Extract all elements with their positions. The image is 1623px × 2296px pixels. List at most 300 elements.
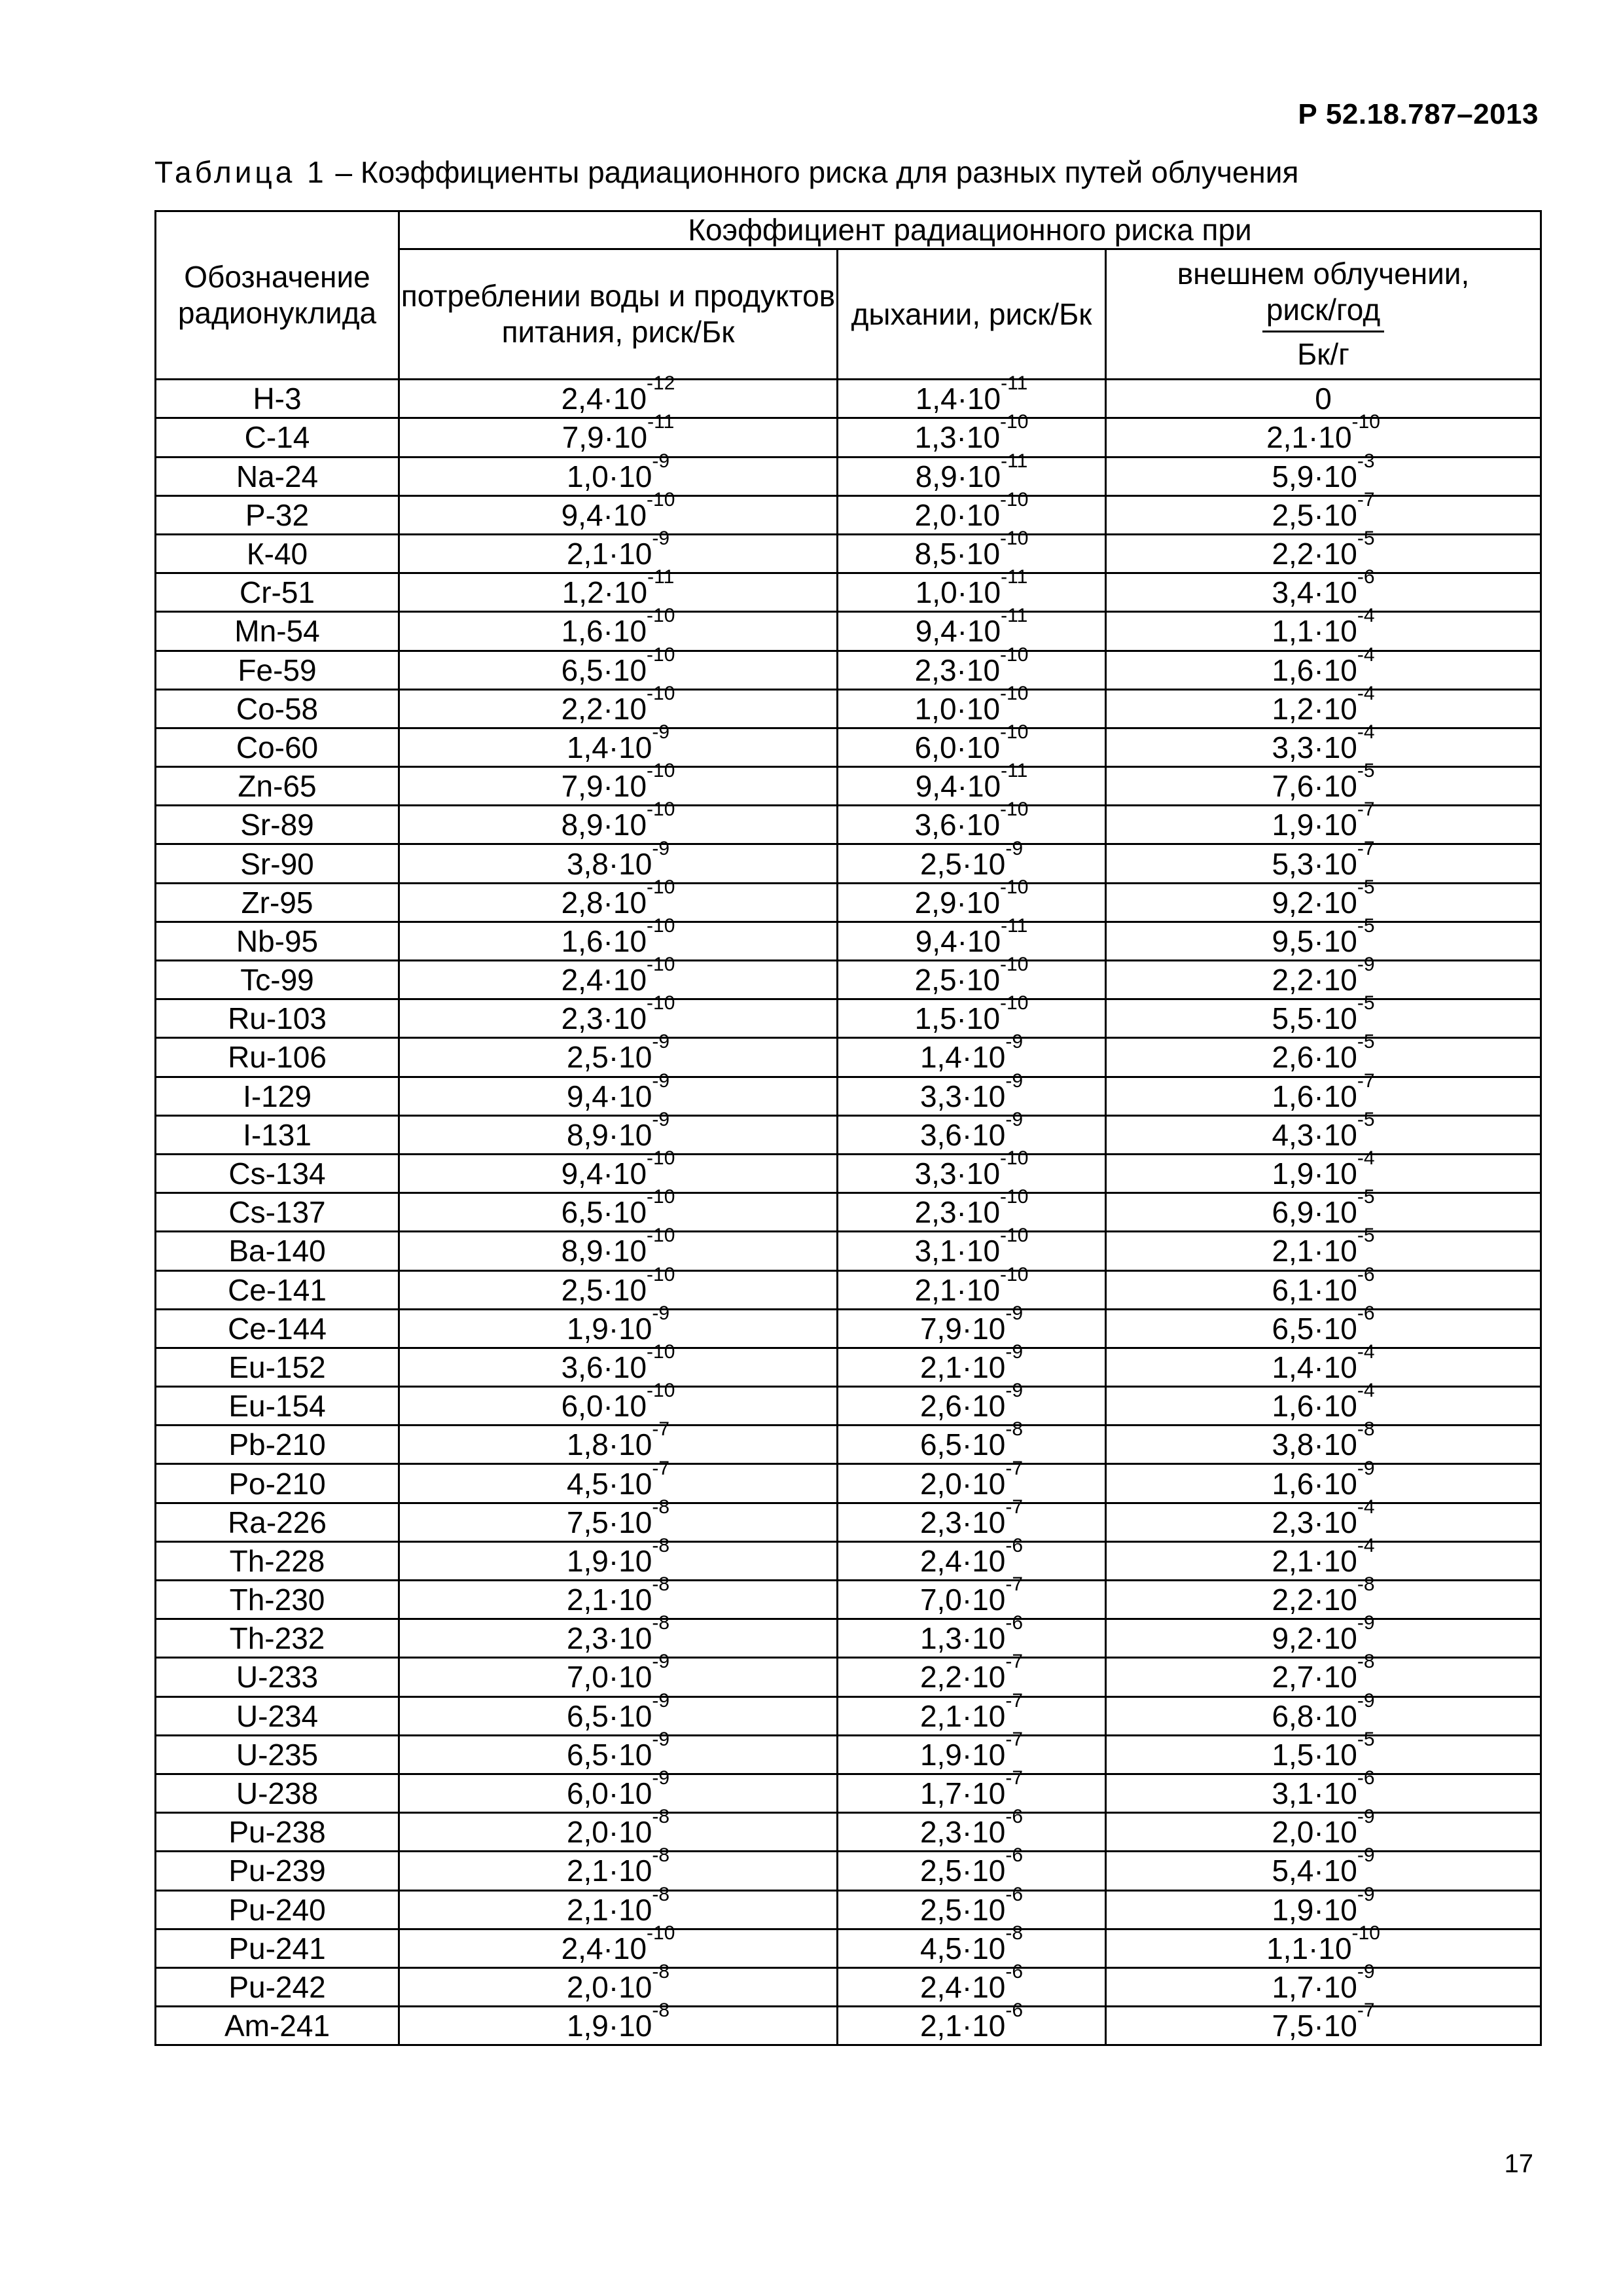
table-row <box>156 1464 1541 1503</box>
table-row <box>156 1852 1541 1890</box>
cell-external <box>1106 450 1541 495</box>
coefficient-mantissa: 2,7·10 <box>1272 1660 1357 1695</box>
cell-external <box>1106 1612 1541 1658</box>
cell-inhalation <box>838 1418 1106 1464</box>
cell-nuclide: Po-210 <box>156 1464 399 1503</box>
coefficient-mantissa: 1,3·10 <box>919 1621 1006 1656</box>
coefficient-mantissa: 7,6·10 <box>1272 769 1357 804</box>
cell-ingestion <box>399 1767 838 1812</box>
coefficient-mantissa: 5,5·10 <box>1272 1001 1357 1036</box>
coefficient-exponent: -10 <box>647 954 675 976</box>
cell-inhalation <box>838 798 1106 844</box>
cell-ingestion <box>399 1031 838 1077</box>
coefficient-exponent: -10 <box>647 1922 675 1944</box>
table-row <box>156 767 1541 806</box>
coefficient-exponent: -8 <box>1357 1573 1375 1596</box>
cell-nuclide: Eu-154 <box>156 1387 399 1426</box>
coefficient-mantissa: 1,6·10 <box>1272 1389 1357 1424</box>
cell-ingestion <box>399 1651 838 1696</box>
cell-inhalation <box>838 1108 1106 1154</box>
cell-external <box>1106 1689 1541 1735</box>
coefficient-exponent: -8 <box>652 1496 670 1518</box>
coefficient-mantissa: 2,4·10 <box>561 1931 647 1965</box>
cell-nuclide: Ru-103 <box>156 999 399 1038</box>
coefficient-exponent: -5 <box>1357 1225 1375 1247</box>
coefficient-exponent: -5 <box>1357 1031 1375 1053</box>
coefficient-mantissa: 2,0·10 <box>914 497 1001 532</box>
coefficient-mantissa: 2,5·10 <box>919 1892 1006 1927</box>
cell-inhalation <box>838 528 1106 573</box>
cell-external <box>1106 1960 1541 2006</box>
cell-external <box>1106 566 1541 612</box>
coefficient-mantissa: 1,0·10 <box>566 459 652 493</box>
cell-ingestion <box>399 1457 838 1503</box>
coefficient-mantissa: 7,0·10 <box>566 1660 652 1695</box>
coefficient-exponent: -10 <box>1000 954 1029 976</box>
cell-inhalation <box>838 372 1106 418</box>
coefficient-exponent: -8 <box>652 1844 670 1867</box>
cell-nuclide: U-234 <box>156 1696 399 1735</box>
table-row <box>156 1503 1541 1541</box>
risk-coefficients-table <box>154 210 1542 2046</box>
coefficient-exponent: -10 <box>647 1186 675 1208</box>
coefficient-mantissa: 4,3·10 <box>1272 1117 1357 1152</box>
coefficient-mantissa: 9,2·10 <box>1272 1621 1357 1656</box>
coefficient-exponent: -10 <box>647 643 675 666</box>
coefficient-mantissa: 7,5·10 <box>566 1505 652 1539</box>
coefficient-exponent: -6 <box>1005 1612 1024 1634</box>
cell-ingestion <box>399 914 838 960</box>
cell-nuclide: Pu-242 <box>156 1967 399 2006</box>
table-row <box>156 2007 1541 2045</box>
coefficient-mantissa: 8,9·10 <box>566 1117 652 1152</box>
coefficient-exponent: -9 <box>652 1728 670 1750</box>
table-row <box>156 1193 1541 1232</box>
cell-ingestion <box>399 643 838 689</box>
cell-ingestion <box>399 837 838 883</box>
cell-nuclide: Pu-240 <box>156 1890 399 1929</box>
cell-nuclide: Th-230 <box>156 1581 399 1619</box>
coefficient-exponent: -10 <box>1000 721 1029 743</box>
coefficient-exponent: -6 <box>1005 2000 1024 2022</box>
coefficient-mantissa: 4,5·10 <box>919 1931 1006 1965</box>
coefficient-exponent: -7 <box>1357 488 1375 511</box>
coefficient-mantissa: 2,1·10 <box>914 1272 1001 1307</box>
coefficient-exponent: -9 <box>1005 1302 1024 1324</box>
cell-inhalation <box>838 1767 1106 1812</box>
table-row <box>156 1658 1541 1696</box>
coefficient-mantissa: 8,9·10 <box>915 459 1001 493</box>
coefficient-mantissa: 8,5·10 <box>914 537 1001 571</box>
coefficient-exponent: -6 <box>1005 1844 1024 1867</box>
coefficient-mantissa: 2,0·10 <box>1272 1815 1357 1850</box>
cell-nuclide: Tc-99 <box>156 961 399 999</box>
coefficient-exponent: -7 <box>1357 798 1375 821</box>
coefficient-mantissa: 1,8·10 <box>566 1427 652 1462</box>
table-row <box>156 1348 1541 1386</box>
coefficient-exponent: -10 <box>1351 411 1380 433</box>
cell-inhalation <box>838 1069 1106 1115</box>
coefficient-exponent: -10 <box>1000 643 1029 666</box>
coefficient-exponent: -10 <box>1000 488 1029 511</box>
coefficient-exponent: -11 <box>1001 450 1028 472</box>
coefficient-exponent: -12 <box>647 372 675 395</box>
cell-external <box>1106 914 1541 960</box>
cell-ingestion <box>399 1883 838 1929</box>
cell-inhalation <box>838 2000 1106 2045</box>
coefficient-mantissa: 7,0·10 <box>919 1583 1006 1617</box>
coefficient-exponent: -9 <box>1357 1689 1375 1712</box>
coefficient-mantissa: 2,3·10 <box>914 653 1001 687</box>
cell-external <box>1106 643 1541 689</box>
coefficient-exponent: -5 <box>1357 1728 1375 1750</box>
caption-label: Таблица 1 <box>154 155 327 189</box>
cell-ingestion <box>399 1612 838 1658</box>
coefficient-mantissa: 4,5·10 <box>566 1466 652 1501</box>
coefficient-mantissa: 1,5·10 <box>1272 1737 1357 1772</box>
coefficient-exponent: -11 <box>647 566 675 588</box>
cell-external <box>1106 2000 1541 2045</box>
coefficient-mantissa: 1,9·10 <box>1272 1892 1357 1927</box>
coefficient-mantissa: 5,4·10 <box>1272 1854 1357 1888</box>
table-row <box>156 689 1541 728</box>
cell-ingestion <box>399 1418 838 1464</box>
table-row <box>156 1426 1541 1464</box>
coefficient-mantissa: 2,6·10 <box>1272 1040 1357 1075</box>
coefficient-mantissa: 2,6·10 <box>919 1389 1006 1424</box>
coefficient-exponent: -5 <box>1357 876 1375 898</box>
table-row <box>156 573 1541 612</box>
coefficient-mantissa: 1,4·10 <box>566 730 652 764</box>
cell-external <box>1106 954 1541 999</box>
cell-nuclide: U-235 <box>156 1735 399 1774</box>
cell-inhalation <box>838 1225 1106 1270</box>
coefficient-mantissa: 1,2·10 <box>562 575 648 610</box>
cell-external <box>1106 1108 1541 1154</box>
cell-nuclide: Co-60 <box>156 728 399 766</box>
cell-external <box>1106 380 1541 418</box>
cell-external <box>1106 1496 1541 1541</box>
cell-external <box>1106 1069 1541 1115</box>
cell-ingestion <box>399 1340 838 1386</box>
coefficient-exponent: -9 <box>1005 1031 1024 1053</box>
coefficient-mantissa: 2,3·10 <box>919 1505 1006 1539</box>
cell-inhalation <box>838 876 1106 922</box>
coefficient-exponent: -10 <box>1000 528 1029 550</box>
cell-ingestion <box>399 954 838 999</box>
cell-external <box>1106 1767 1541 1812</box>
coefficient-exponent: -10 <box>1000 992 1029 1014</box>
cell-nuclide: Na-24 <box>156 457 399 495</box>
coefficient-exponent: -7 <box>1005 1651 1024 1673</box>
cell-inhalation <box>838 488 1106 534</box>
coefficient-exponent: -9 <box>1357 1457 1375 1479</box>
coefficient-mantissa: 3,1·10 <box>1272 1776 1357 1811</box>
coefficient-mantissa: 1,9·10 <box>566 1543 652 1578</box>
cell-external <box>1106 1806 1541 1852</box>
coefficient-mantissa: 2,4·10 <box>561 963 647 997</box>
cell-ingestion <box>399 760 838 806</box>
coefficient-exponent: -7 <box>1005 1457 1024 1479</box>
cell-inhalation <box>838 1302 1106 1348</box>
coefficient-exponent: -9 <box>1005 1340 1024 1363</box>
cell-inhalation <box>838 1147 1106 1193</box>
coefficient-exponent: -10 <box>647 488 675 511</box>
cell-ingestion <box>399 1728 838 1774</box>
coefficient-mantissa: 6,5·10 <box>561 653 647 687</box>
coefficient-mantissa: 2,2·10 <box>1272 537 1357 571</box>
cell-nuclide: I-129 <box>156 1077 399 1115</box>
coefficient-exponent: -4 <box>1357 1147 1375 1170</box>
coefficient-exponent: -4 <box>1357 605 1375 627</box>
cell-inhalation <box>838 450 1106 495</box>
cell-external <box>1106 876 1541 922</box>
table-row <box>156 844 1541 883</box>
table-row <box>156 418 1541 457</box>
coefficient-mantissa: 2,9·10 <box>914 885 1001 920</box>
coefficient-mantissa: 0 <box>1315 382 1332 416</box>
cell-nuclide: Th-228 <box>156 1541 399 1580</box>
coefficient-exponent: -8 <box>652 1883 670 1905</box>
header-ingestion: потреблении воды и продуктов питания, риск/Бк <box>399 249 838 380</box>
coefficient-mantissa: 2,1·10 <box>566 1854 652 1888</box>
coefficient-exponent: -8 <box>652 2000 670 2022</box>
coefficient-exponent: -6 <box>1357 566 1375 588</box>
coefficient-mantissa: 2,3·10 <box>566 1621 652 1656</box>
cell-nuclide: Ra-226 <box>156 1503 399 1541</box>
cell-external <box>1106 1573 1541 1619</box>
coefficient-exponent: -4 <box>1357 643 1375 666</box>
cell-inhalation <box>838 1031 1106 1077</box>
table-row <box>156 922 1541 960</box>
cell-nuclide: Pu-238 <box>156 1813 399 1852</box>
cell-external <box>1106 488 1541 534</box>
coefficient-exponent: -9 <box>652 1069 670 1092</box>
cell-inhalation <box>838 1960 1106 2006</box>
coefficient-mantissa: 3,6·10 <box>919 1117 1006 1152</box>
coefficient-exponent: -7 <box>1005 1728 1024 1750</box>
table-caption <box>154 154 1298 190</box>
coefficient-exponent: -10 <box>1000 411 1029 433</box>
header-inhalation: дыхании, риск/Бк <box>838 249 1106 380</box>
table-body <box>156 372 1541 2045</box>
coefficient-exponent: -4 <box>1357 1380 1375 1402</box>
coefficient-mantissa: 9,4·10 <box>561 1157 647 1191</box>
cell-nuclide: Co-58 <box>156 689 399 728</box>
coefficient-mantissa: 2,4·10 <box>561 382 647 416</box>
table-row <box>156 534 1541 573</box>
cell-external <box>1106 1922 1541 1967</box>
cell-external <box>1106 682 1541 728</box>
coefficient-mantissa: 2,2·10 <box>1272 1583 1357 1617</box>
coefficient-exponent: -6 <box>1005 1806 1024 1828</box>
coefficient-exponent: -8 <box>652 1534 670 1556</box>
coefficient-mantissa: 1,9·10 <box>566 1311 652 1346</box>
coefficient-exponent: -8 <box>652 1612 670 1634</box>
coefficient-exponent: -7 <box>1357 1069 1375 1092</box>
coefficient-exponent: -10 <box>1351 1922 1380 1944</box>
coefficient-mantissa: 6,5·10 <box>919 1427 1006 1462</box>
table-row <box>156 1115 1541 1154</box>
coefficient-exponent: -5 <box>1357 914 1375 937</box>
cell-nuclide: К-40 <box>156 534 399 573</box>
coefficient-mantissa: 1,9·10 <box>919 1737 1006 1772</box>
coefficient-exponent: -9 <box>652 1108 670 1130</box>
cell-nuclide: U-233 <box>156 1658 399 1696</box>
coefficient-mantissa: 6,5·10 <box>566 1737 652 1772</box>
coefficient-exponent: -5 <box>1357 528 1375 550</box>
cell-inhalation <box>838 914 1106 960</box>
coefficient-mantissa: 6,0·10 <box>914 730 1001 764</box>
coefficient-mantissa: 1,6·10 <box>1272 653 1357 687</box>
cell-external <box>1106 760 1541 806</box>
header-nuclide: Обозначение радионуклида <box>156 211 399 380</box>
cell-inhalation <box>838 1844 1106 1890</box>
cell-nuclide: Eu-152 <box>156 1348 399 1386</box>
table-row <box>156 1581 1541 1619</box>
coefficient-exponent: -9 <box>1357 1960 1375 1982</box>
coefficient-mantissa: 3,1·10 <box>914 1234 1001 1268</box>
cell-ingestion <box>399 1534 838 1580</box>
coefficient-mantissa: 6,5·10 <box>1272 1311 1357 1346</box>
coefficient-mantissa: 2,3·10 <box>561 1001 647 1036</box>
coefficient-exponent: -8 <box>652 1960 670 1982</box>
table-row <box>156 457 1541 495</box>
cell-ingestion <box>399 876 838 922</box>
coefficient-exponent: -9 <box>1005 1380 1024 1402</box>
coefficient-mantissa: 2,3·10 <box>1272 1505 1357 1539</box>
coefficient-exponent: -8 <box>1357 1418 1375 1441</box>
cell-inhalation <box>838 643 1106 689</box>
caption-dash: – <box>327 155 361 189</box>
coefficient-exponent: -10 <box>647 1225 675 1247</box>
coefficient-exponent: -10 <box>647 1263 675 1285</box>
coefficient-mantissa: 2,1·10 <box>919 2009 1006 2043</box>
cell-inhalation <box>838 1534 1106 1580</box>
coefficient-mantissa: 2,0·10 <box>566 1815 652 1850</box>
coefficient-mantissa: 1,6·10 <box>1272 1079 1357 1113</box>
coefficient-mantissa: 8,9·10 <box>561 1234 647 1268</box>
coefficient-exponent: -9 <box>1357 1883 1375 1905</box>
coefficient-exponent: -4 <box>1357 1340 1375 1363</box>
coefficient-mantissa: 2,2·10 <box>919 1660 1006 1695</box>
coefficient-exponent: -9 <box>1357 1612 1375 1634</box>
coefficient-exponent: -11 <box>647 411 675 433</box>
coefficient-exponent: -6 <box>1005 1883 1024 1905</box>
coefficient-exponent: -11 <box>1001 605 1028 627</box>
coefficient-exponent: -7 <box>652 1418 670 1441</box>
coefficient-exponent: -9 <box>1357 954 1375 976</box>
coefficient-mantissa: 7,9·10 <box>919 1311 1006 1346</box>
coefficient-exponent: -10 <box>647 1340 675 1363</box>
table-row <box>156 1270 1541 1309</box>
coefficient-exponent: -10 <box>1000 876 1029 898</box>
coefficient-mantissa: 2,2·10 <box>1272 963 1357 997</box>
cell-external <box>1106 1031 1541 1077</box>
coefficient-exponent: -10 <box>1000 1263 1029 1285</box>
table-row <box>156 1696 1541 1735</box>
cell-inhalation <box>838 1263 1106 1309</box>
coefficient-mantissa: 9,4·10 <box>566 1079 652 1113</box>
coefficient-mantissa: 9,4·10 <box>915 614 1001 649</box>
coefficient-mantissa: 1,7·10 <box>1272 1969 1357 2004</box>
cell-inhalation <box>838 721 1106 766</box>
coefficient-exponent: -10 <box>647 760 675 782</box>
cell-ingestion <box>399 1573 838 1619</box>
cell-ingestion <box>399 682 838 728</box>
cell-external <box>1106 411 1541 457</box>
coefficient-exponent: -9 <box>652 1302 670 1324</box>
cell-nuclide: Nb-95 <box>156 922 399 960</box>
cell-inhalation <box>838 1496 1106 1541</box>
coefficient-mantissa: 9,4·10 <box>561 497 647 532</box>
cell-external <box>1106 721 1541 766</box>
coefficient-exponent: -10 <box>647 605 675 627</box>
coefficient-mantissa: 1,5·10 <box>914 1001 1001 1036</box>
cell-ingestion <box>399 450 838 495</box>
cell-nuclide: Н-3 <box>156 380 399 418</box>
table-row <box>156 1154 1541 1193</box>
cell-inhalation <box>838 1883 1106 1929</box>
coefficient-exponent: -9 <box>1357 1806 1375 1828</box>
coefficient-mantissa: 2,2·10 <box>561 691 647 726</box>
cell-inhalation <box>838 1689 1106 1735</box>
coefficient-mantissa: 1,4·10 <box>1272 1350 1357 1384</box>
cell-ingestion <box>399 1147 838 1193</box>
coefficient-mantissa: 2,5·10 <box>1272 497 1357 532</box>
coefficient-exponent: -9 <box>1005 1108 1024 1130</box>
coefficient-mantissa: 1,6·10 <box>1272 1466 1357 1501</box>
cell-ingestion <box>399 1380 838 1426</box>
coefficient-mantissa: 2,5·10 <box>561 1272 647 1307</box>
page-number: 17 <box>1504 2149 1533 2178</box>
table-row <box>156 999 1541 1038</box>
cell-ingestion <box>399 1186 838 1232</box>
coefficient-exponent: -7 <box>1357 837 1375 859</box>
cell-ingestion <box>399 798 838 844</box>
cell-ingestion <box>399 1263 838 1309</box>
coefficient-exponent: -7 <box>1005 1767 1024 1789</box>
coefficient-mantissa: 2,1·10 <box>1272 1234 1357 1268</box>
cell-ingestion <box>399 1922 838 1967</box>
cell-external <box>1106 1651 1541 1696</box>
cell-nuclide: Pb-210 <box>156 1426 399 1464</box>
table-row <box>156 1077 1541 1115</box>
table-row <box>156 1774 1541 1812</box>
coefficient-exponent: -8 <box>1005 1418 1024 1441</box>
coefficient-mantissa: 6,0·10 <box>561 1389 647 1424</box>
cell-external <box>1106 1728 1541 1774</box>
header-external-fraction <box>1262 292 1384 372</box>
coefficient-exponent: -9 <box>1005 1069 1024 1092</box>
cell-nuclide: Th-232 <box>156 1619 399 1658</box>
cell-nuclide: Fe-59 <box>156 651 399 689</box>
cell-external <box>1106 1225 1541 1270</box>
coefficient-mantissa: 6,1·10 <box>1272 1272 1357 1307</box>
coefficient-exponent: -10 <box>1000 798 1029 821</box>
coefficient-exponent: -8 <box>1005 1922 1024 1944</box>
coefficient-exponent: -10 <box>1000 1186 1029 1208</box>
table-row <box>156 651 1541 689</box>
table-row <box>156 612 1541 651</box>
cell-inhalation <box>838 1806 1106 1852</box>
coefficient-mantissa: 3,4·10 <box>1272 575 1357 610</box>
coefficient-mantissa: 1,6·10 <box>561 614 647 649</box>
coefficient-exponent: -6 <box>1005 1534 1024 1556</box>
coefficient-mantissa: 5,3·10 <box>1272 846 1357 881</box>
coefficient-exponent: -11 <box>1001 914 1028 937</box>
coefficient-exponent: -9 <box>652 450 670 472</box>
